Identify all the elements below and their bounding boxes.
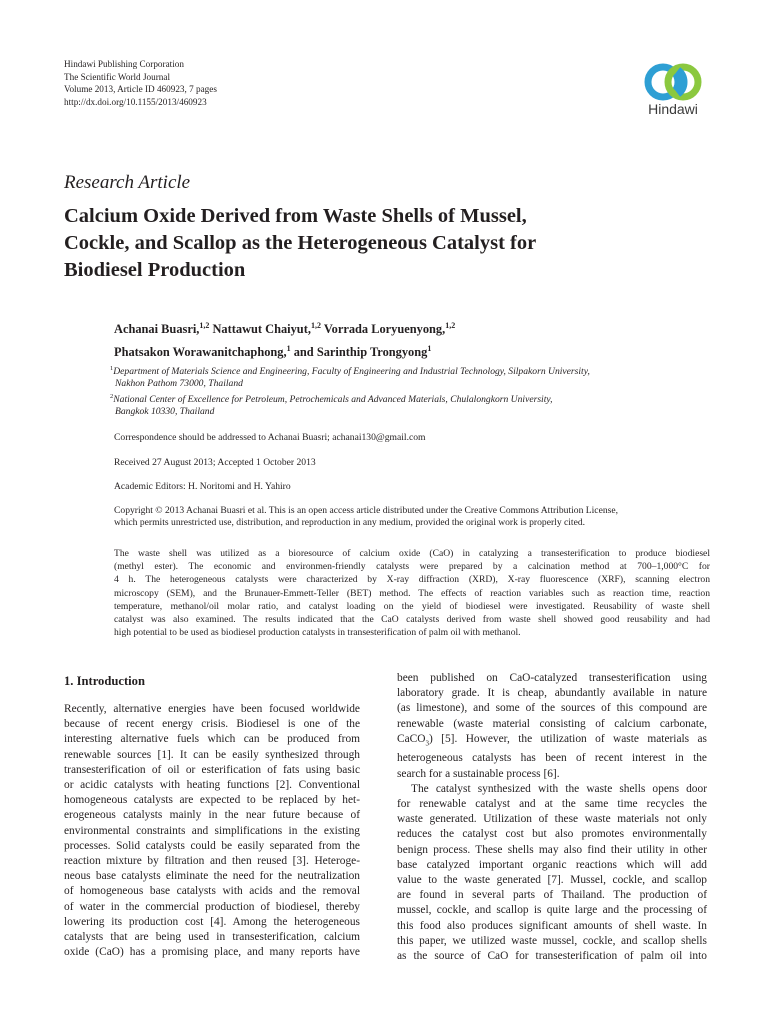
chemical-formula: CaCO xyxy=(397,732,426,745)
affiliation-cont: Nakhon Pathom 73000, Thailand xyxy=(115,378,243,390)
abstract-line: high potential to be used as biodiesel production catalysts in transesterification of palm oil with methanol. xyxy=(114,627,521,639)
body-line: erogeneous catalysts mainly in the near future because of xyxy=(64,809,360,822)
affiliation-text: National Center of Excellence for Petroleum, Petrochemicals and Advanced Materials, Chulalongkorn University, xyxy=(113,393,553,405)
affiliation xyxy=(110,363,710,378)
body-line: Recently, alternative energies have been focused worldwide xyxy=(64,703,360,715)
body-line: processes. Solid catalysts could be easily separated from the xyxy=(64,839,360,852)
body-line: The catalyst synthesized with the waste shells opens door xyxy=(411,782,707,795)
copyright-line: Copyright © 2013 Achanai Buasri et al. This is an open access article distributed under the Creative Commons Attribution License, xyxy=(114,505,619,516)
body-text: ) [5]. However, the utilization of waste materials as xyxy=(428,732,707,745)
received-dates: Received 27 August 2013; Accepted 1 October 2013 xyxy=(114,457,316,468)
body-line: interesting alternative fuels which can be produced from xyxy=(64,733,360,746)
body-column-right xyxy=(397,671,707,964)
article-title xyxy=(64,203,704,284)
affiliation xyxy=(110,391,710,406)
body-line: homogeneous catalysts are expected to be replaced by het- xyxy=(64,794,360,807)
author-sup: 1 xyxy=(427,344,432,354)
logo-text: Hindawi xyxy=(648,101,698,117)
hindawi-logo xyxy=(636,62,710,120)
body-column-left xyxy=(64,702,360,960)
author: Sarinthip Trongyong xyxy=(316,345,428,360)
body-line: transesterification of oil or esterification of fats using basic xyxy=(64,763,360,776)
affiliation-sup: 1 xyxy=(110,365,114,372)
abstract-line: 4 h. The heterogeneous catalysts were characterized by X-ray diffraction (XRD), X-ray fluorescence (XRF), scanning electron xyxy=(114,574,710,586)
body-line: value to the waste generated [7]. Mussel, cockle, and scallop xyxy=(397,873,707,886)
title-line: Biodiesel Production xyxy=(64,259,246,281)
author-list xyxy=(114,316,455,362)
copyright-line: which permits unrestricted use, distribution, and reproduction in any medium, provided the original work is properly cited. xyxy=(114,517,586,528)
title-line: Calcium Oxide Derived from Waste Shells of Mussel, xyxy=(64,205,527,227)
author: Vorrada Loryuenyong, xyxy=(323,322,446,337)
publisher: Hindawi Publishing Corporation xyxy=(64,59,184,69)
journal-name: The Scientific World Journal xyxy=(64,71,170,82)
body-line: benign process. These shells may also find their utility in other xyxy=(397,843,707,856)
abstract-line: microscopy (SEM), and the Brunauer-Emmett-Teller (BET) method. The effects of reaction variables such as reaction time, reaction xyxy=(114,587,710,599)
author-sup: 1,2 xyxy=(310,321,321,330)
body-line: are found in several parts of Thailand. The production of xyxy=(397,889,707,902)
affiliation-cont: Bangkok 10330, Thailand xyxy=(115,405,215,417)
abstract xyxy=(114,547,710,639)
body-line: as the source of CaO for transesterification of palm oil into xyxy=(397,949,707,962)
body-line: renewable (waste material consisting of calcium carbonate, xyxy=(397,717,707,730)
body-line: search for a sustainable process [6]. xyxy=(397,767,560,780)
body-line: been published on CaO-catalyzed transesterification using xyxy=(397,672,707,684)
journal-info xyxy=(64,58,217,108)
article-type: Research Article xyxy=(64,172,191,193)
correspondence: Correspondence should be addressed to Achanai Buasri; achanai130@gmail.com xyxy=(114,432,426,443)
body-line: reduces the catalyst cost but also promotes environmentally xyxy=(397,828,707,841)
body-line: base catalyzed important organic reactions which will add xyxy=(397,858,707,871)
body-line: reaction mixture by filtration and then reused [3]. Heteroge- xyxy=(64,855,360,868)
body-line: lowering its production cost [4]. Among the heterogeneous xyxy=(64,915,360,928)
body-line: environmental constraints and simplifications in the existing xyxy=(64,824,360,837)
body-line: waste generated. Utilization of these waste materials not only xyxy=(397,813,707,826)
body-line: this paper, we utilized waste mussel, cockle, and scallop shells xyxy=(397,934,707,947)
body-line: heterogeneous catalysts has been of recent interest in the xyxy=(397,752,707,765)
body-line: oxide (CaO) has a promising place, and many reports have xyxy=(64,946,360,959)
abstract-line: The waste shell was utilized as a bioresource of calcium oxide (CaO) in catalyzing a transesterification to produce biodiesel xyxy=(114,548,710,559)
body-line: this food also produces significant amounts of shell waste. In xyxy=(397,919,707,932)
abstract-line: catalyst was also examined. The results indicated that the CaO catalysts derived from waste shell showed good reusability and had xyxy=(114,614,710,626)
body-line: laboratory grade. It is cheap, abundantly available in nature xyxy=(397,687,707,700)
body-line: of homogeneous base catalysts with acids and the removal xyxy=(64,885,360,898)
author-sup: 1 xyxy=(286,344,291,354)
author-sup: 1,2 xyxy=(199,321,210,330)
affiliation-text: Department of Materials Science and Engineering, Faculty of Engineering and Industrial Technology, Silpakorn University, xyxy=(113,366,590,378)
author: Nattawut Chaiyut, xyxy=(212,322,311,337)
formula-subscript: 3 xyxy=(425,739,429,748)
body-line: catalysts that are being used in transesterification, calcium xyxy=(64,931,360,944)
affiliation-sup: 2 xyxy=(110,392,114,400)
academic-editors: Academic Editors: H. Noritomi and H. Yahiro xyxy=(114,481,291,492)
doi-link[interactable]: http://dx.doi.org/10.1155/2013/460923 xyxy=(64,96,207,107)
body-line xyxy=(397,732,707,751)
volume-line: Volume 2013, Article ID 460923, 7 pages xyxy=(64,84,217,95)
section-heading: 1. Introduction xyxy=(64,674,145,688)
body-line: renewable sources [1]. It can be easily synthesized through xyxy=(64,748,360,761)
body-line: for renewable catalyst and at the same time recycles the xyxy=(397,797,707,810)
author: Phatsakon Worawanitchaphong, xyxy=(114,345,287,360)
body-line: neous base catalysts eliminate the need for the neutralization xyxy=(64,870,360,883)
body-line: or acidic catalysts with heating functions [2]. Conventional xyxy=(64,779,360,792)
title-line: Cockle, and Scallop as the Heterogeneous Catalyst for xyxy=(64,232,537,254)
abstract-line: temperature, methanol/oil molar ratio, and catalyst loading on the yield of biodiesel were investigated. Reusability of waste shell xyxy=(114,600,710,612)
body-line: of water in the commercial production of biodiesel, thereby xyxy=(64,900,360,913)
author-conjunction: and xyxy=(293,345,314,360)
body-line: because of recent energy crisis. Biodiesel is one of the xyxy=(64,718,360,731)
author-sup: 1,2 xyxy=(445,321,456,330)
author: Achanai Buasri, xyxy=(114,322,200,337)
body-line: mussel, cockle, and scallop is quite large and the processing of xyxy=(397,904,707,917)
abstract-line: (methyl ester). The economic and environmen-friendly catalysts were prepared by a calcination method at 700–1,000°C for xyxy=(114,561,710,573)
copyright xyxy=(114,505,618,529)
affiliations xyxy=(110,363,710,418)
body-line: (as limestone), and some of the sources of this compound are xyxy=(397,702,707,715)
hindawi-logo-icon xyxy=(640,62,706,102)
